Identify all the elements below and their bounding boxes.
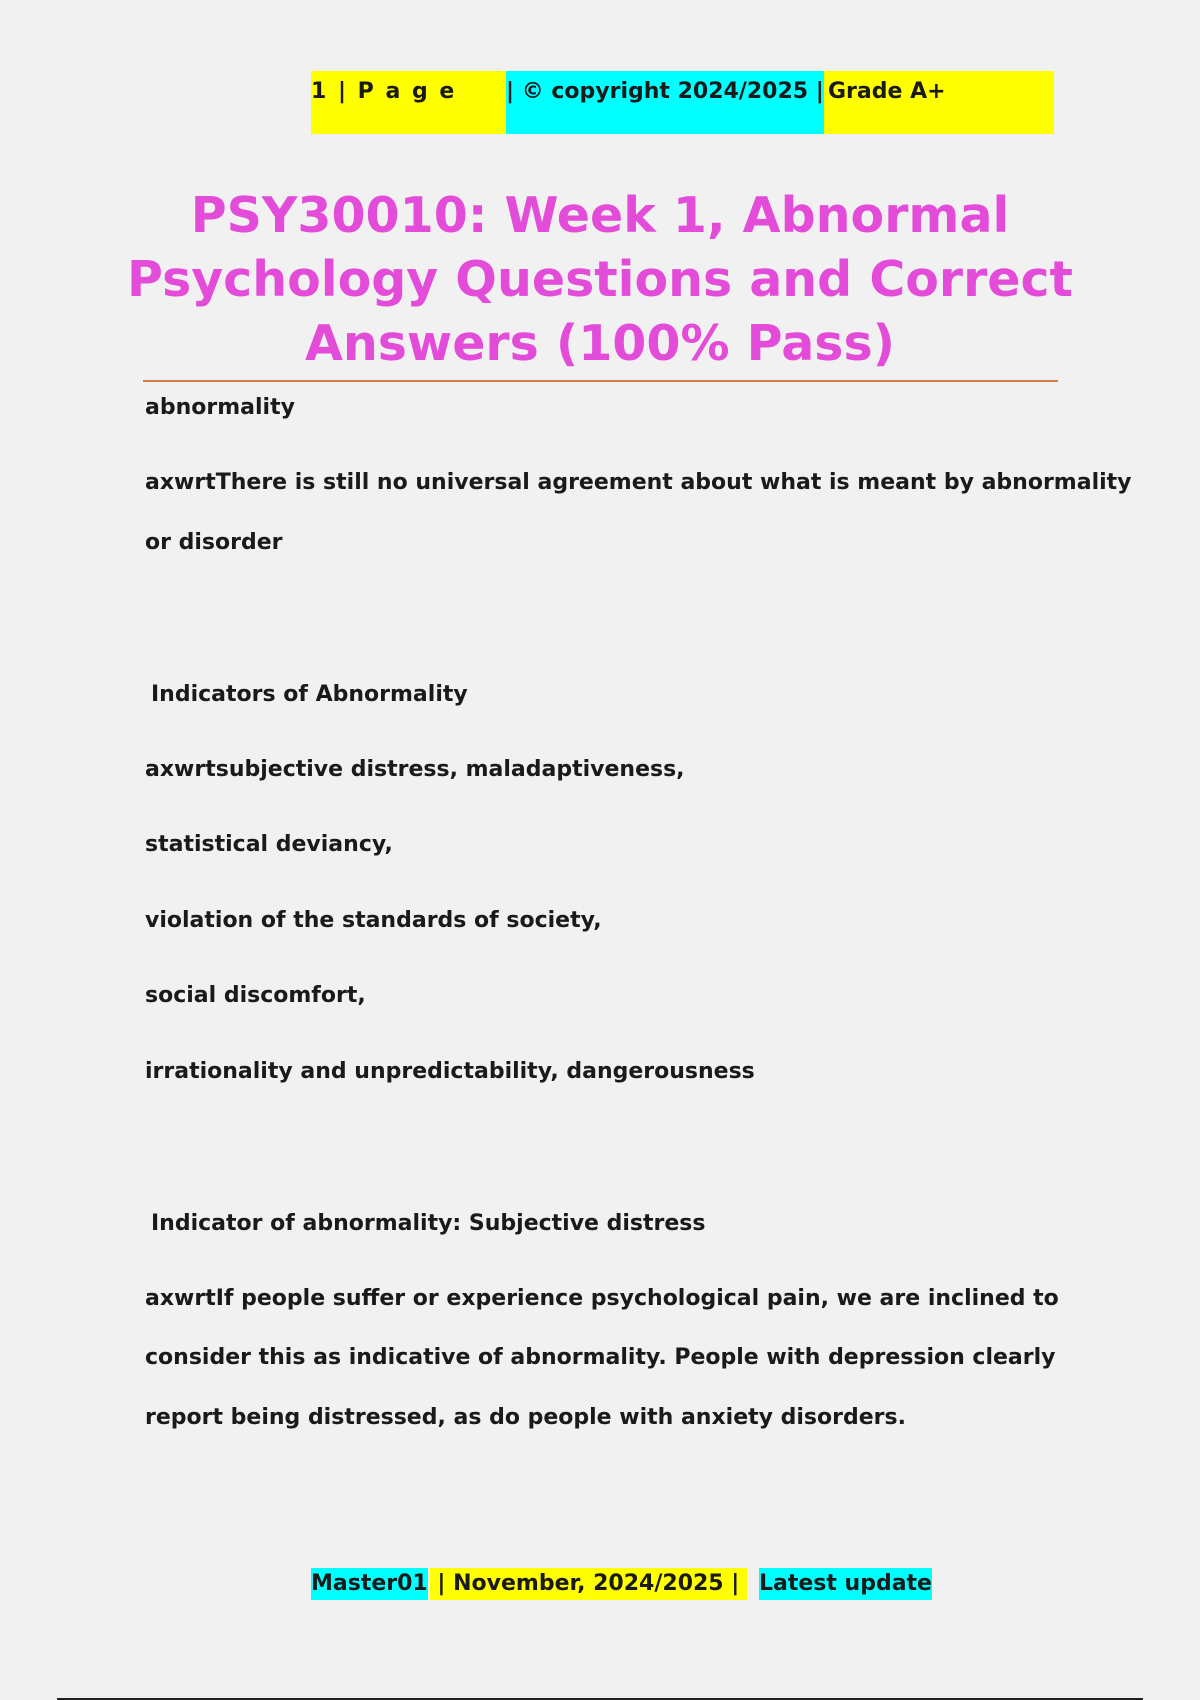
footer-author: Master01 (311, 1568, 428, 1600)
answer-distress-line-2: consider this as indicative of abnormality. People with depression clearly (145, 1345, 1056, 1370)
footer-update: Latest update (759, 1568, 932, 1600)
answer-indicators-line-3: violation of the standards of society, (145, 908, 602, 933)
answer-indicators-line-2: statistical deviancy, (145, 832, 393, 857)
answer-distress-line-1: axwrtIf people suffer or experience psychological pain, we are inclined to (145, 1286, 1059, 1311)
title-line-3: Answers (100% Pass) (304, 315, 896, 372)
answer-distress-line-3: report being distressed, as do people with anxiety disorders. (145, 1405, 906, 1430)
answer-indicators-line-1: axwrtsubjective distress, maladaptiveness, (145, 757, 685, 782)
answer-abnormality-line-1: axwrtThere is still no universal agreement about what is meant by abnormality (145, 470, 1132, 495)
title-divider (143, 380, 1058, 382)
title-line-2: Psychology Questions and Correct (127, 251, 1073, 308)
page-footer (311, 1568, 932, 1600)
question-subjective-distress: Indicator of abnormality: Subjective distress (151, 1211, 706, 1236)
header-page-number: 1 | P a g e (311, 71, 506, 134)
header-grade: Grade A+ (824, 71, 1054, 134)
answer-abnormality-line-2: or disorder (145, 530, 283, 555)
question-abnormality: abnormality (145, 395, 295, 420)
question-indicators: Indicators of Abnormality (151, 682, 468, 707)
answer-indicators-line-5: irrationality and unpredictability, dangerousness (145, 1059, 755, 1084)
title-line-1: PSY30010: Week 1, Abnormal (190, 187, 1010, 244)
footer-date: | November, 2024/2025 | (430, 1568, 747, 1600)
header-copyright: | © copyright 2024/2025 | (506, 71, 824, 134)
document-title (120, 184, 1080, 376)
page-header (311, 71, 1054, 134)
answer-indicators-line-4: social discomfort, (145, 983, 366, 1008)
